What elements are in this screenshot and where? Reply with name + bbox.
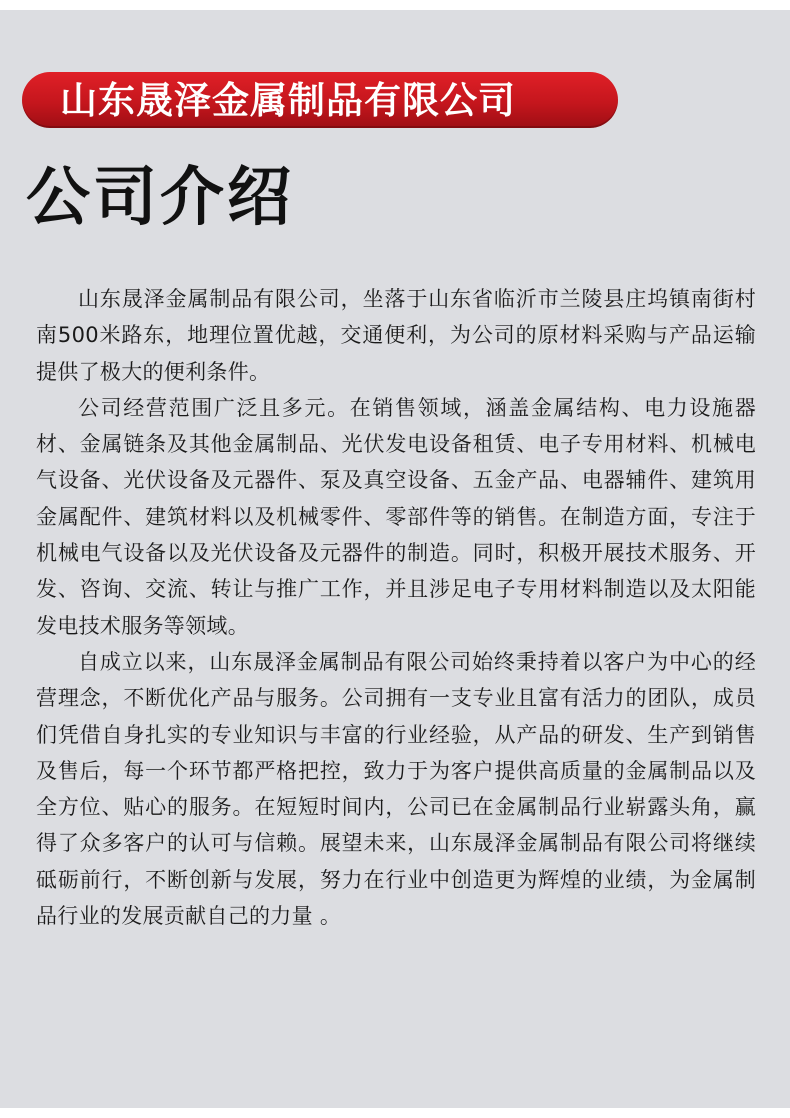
intro-paragraph-business-scope: 公司经营范围广泛且多元。在销售领域，涵盖金属结构、电力设施器材、金属链条及其他金属制品、光伏发电设备租赁、电子专用材料、机械电气设备、光伏设备及元器件、泵及真空设备、五金产品、电器辅件、建筑用金属配件、建筑材料以及机械零件、零部件等的销售。在制造方面，专注于机械电气设备以及光伏设备及元器件的制造。同时，积极开展技术服务、开发、咨询、交流、转让与推广工作，并且涉足电子专用材料制造以及太阳能发电技术服务等领域。	[36, 395, 756, 638]
company-name: 山东晟泽金属制品有限公司	[60, 78, 516, 122]
section-heading: 公司介绍	[26, 161, 294, 235]
intro-paragraph-philosophy: 自成立以来，山东晟泽金属制品有限公司始终秉持着以客户为中心的经营理念，不断优化产品与服务。公司拥有一支专业且富有活力的团队，成员们凭借自身扎实的专业知识与丰富的行业经验，从产品的研发、生产到销售及售后，每一个环节都严格把控，致力于为客户提供高质量的金属制品以及全方位、贴心的服务。在短短时间内，公司已在金属制品行业崭露头角，赢得了众多客户的认可与信赖。展望未来，山东晟泽金属制品有限公司将继续砥砺前行，不断创新与发展，努力在行业中创造更为辉煌的业绩，为金属制品行业的发展贡献自己的力量 。	[36, 649, 756, 929]
intro-paragraph-location: 山东晟泽金属制品有限公司，坐落于山东省临沂市兰陵县庄坞镇南街村南500米路东，地理位置优越，交通便利，为公司的原材料采购与产品运输提供了极大的便利条件。	[36, 287, 756, 384]
company-name-banner	[22, 72, 618, 128]
intro-body	[36, 281, 756, 934]
page-background	[0, 10, 790, 1108]
